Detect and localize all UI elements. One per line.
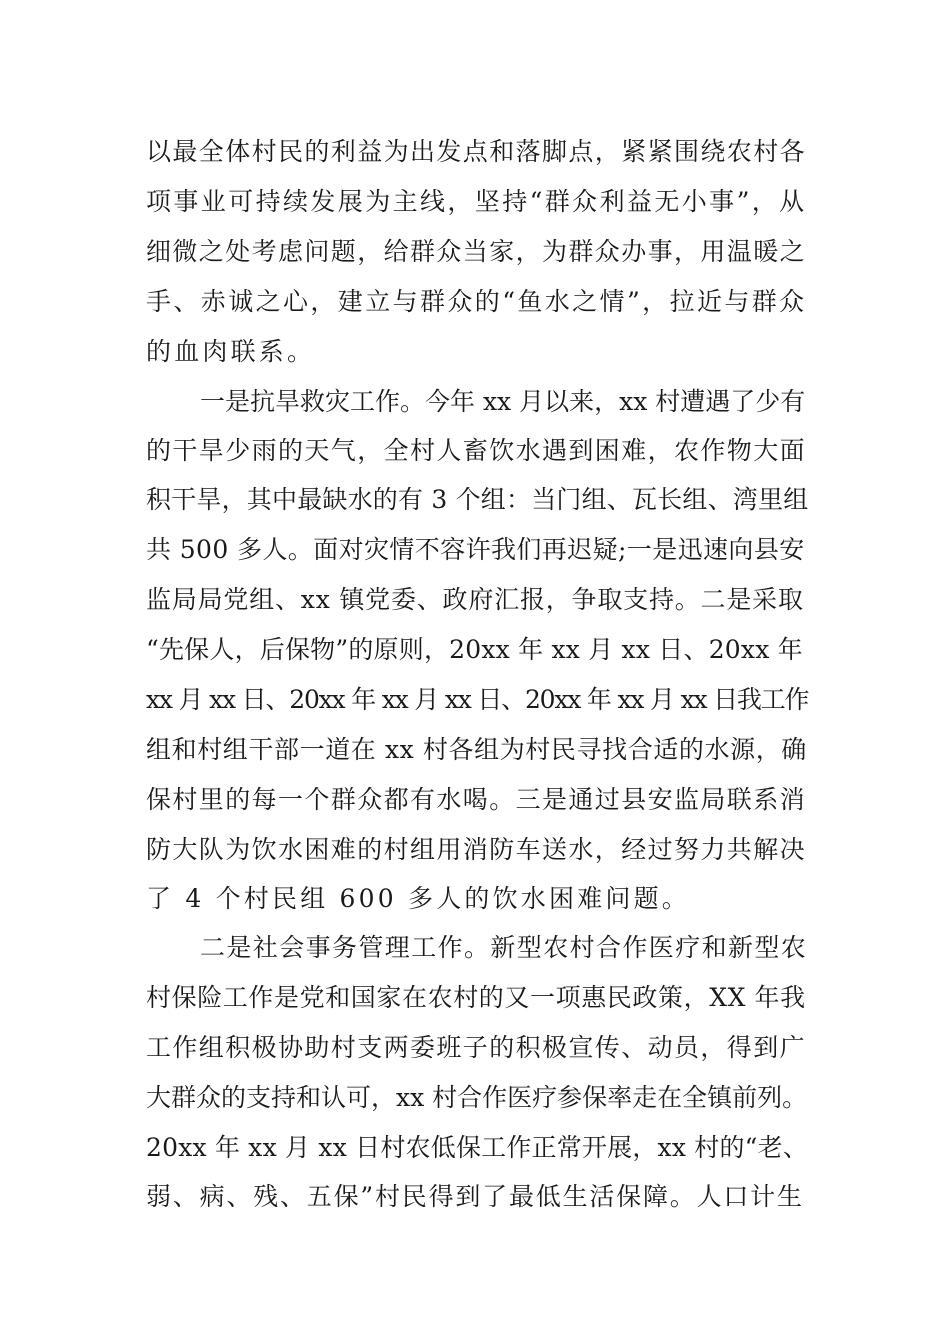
text-line: 细微之处考虑问题，给群众当家，为群众办事，用温暖之 (146, 237, 807, 266)
text-line: 大群众的支持和认可，xx 村合作医疗参保率走在全镇前列。 (146, 1083, 808, 1112)
text-line: 20xx 年 xx 月 xx 日村农低保工作正常开展，xx 村的“老、 (146, 1133, 809, 1162)
text-line: 组和村组干部一道在 xx 村各组为村民寻找合适的水源，确 (146, 735, 807, 764)
text-line: 防大队为饮水困难的村组用消防车送水，经过努力共解决 (146, 835, 807, 864)
text-line: 弱、病、残、五保”村民得到了最低生活保障。人口计生 (146, 1182, 804, 1211)
text-line: 的血肉联系。 (146, 337, 316, 366)
text-line: 积干旱，其中最缺水的有 3 个组：当门组、瓦长组、湾里组 (146, 485, 809, 514)
text-line: xx 月 xx 日、20xx 年 xx 月 xx 日、20xx 年 xx 月 xx 日我工作 (146, 685, 809, 714)
text-line: 监局局党组、xx 镇党委、政府汇报，争取支持。二是采取 (146, 585, 804, 614)
text-line: 项事业可持续发展为主线，坚持“群众利益无小事”，从 (146, 187, 807, 216)
text-line: 共 500 多人。面对灾情不容许我们再迟疑;一是迅速向县安 (146, 535, 805, 564)
text-line: 了 4 个村民组 600 多人的饮水困难问题。 (146, 884, 691, 913)
text-line: 的干旱少雨的天气，全村人畜饮水遇到困难，农作物大面 (146, 436, 807, 465)
text-line: 二是社会事务管理工作。新型农村合作医疗和新型农 (200, 933, 808, 962)
text-line: 工作组积极协助村支两委班子的积极宣传、动员，得到广 (146, 1033, 807, 1062)
text-line: 以最全体村民的利益为出发点和落脚点，紧紧围绕农村各 (146, 137, 807, 166)
text-line: “先保人，后保物”的原则，20xx 年 xx 月 xx 日、20xx 年 (146, 635, 803, 664)
text-line: 手、赤诚之心，建立与群众的“鱼水之情”，拉近与群众 (146, 287, 807, 316)
text-line: 一是抗旱救灾工作。今年 xx 月以来，xx 村遭遇了少有 (200, 387, 806, 416)
text-line: 保村里的每一个群众都有水喝。三是通过县安监局联系消 (146, 785, 807, 814)
text-line: 村保险工作是党和国家在农村的又一项惠民政策，XX 年我 (146, 983, 806, 1012)
